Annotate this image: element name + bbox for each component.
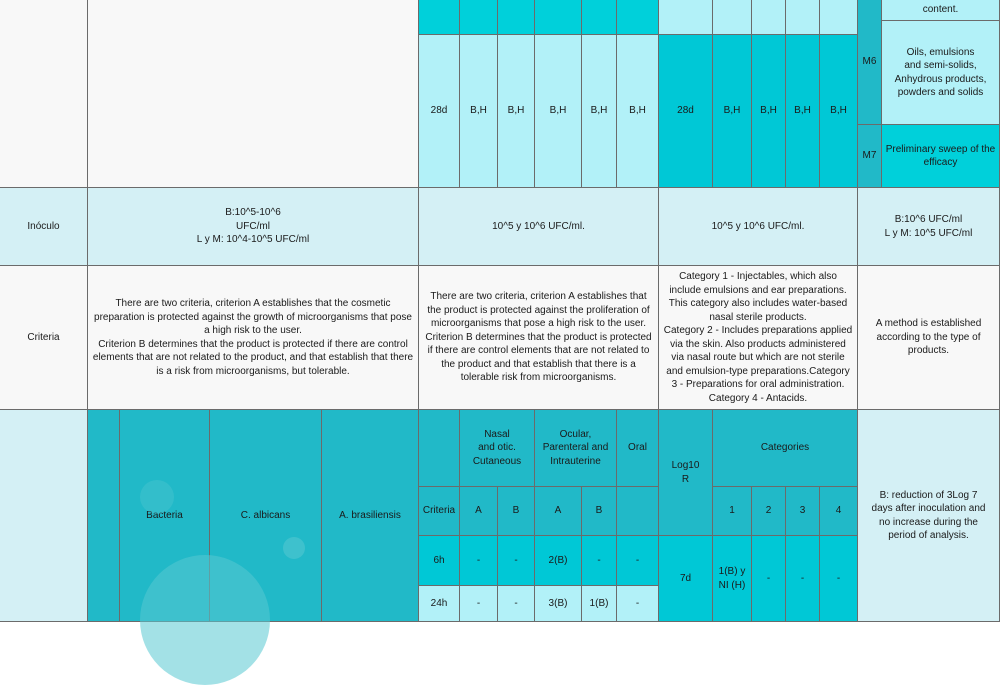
inoculo-other: B:10^6 UFC/ml L y M: 10^5 UFC/ml [858,188,1000,266]
usp-result-value: - [786,536,820,622]
result-value: 1(B) [582,586,617,622]
watermark-dot [140,480,174,514]
sub-header-a: A [535,487,582,536]
usp-result-value: - [752,536,786,622]
result-value: 3(B) [535,586,582,622]
result-value: - [460,586,498,622]
category-1: 1 [713,487,752,536]
usp-top-cell [820,0,858,35]
iso-top-cell [419,0,460,35]
m6-top-text: content. [882,0,1000,21]
organism-bacteria: Bacteria [120,410,210,622]
iso-value-cell: B,H [535,35,582,188]
usp-value-cell: B,H [820,35,858,188]
results-other: B: reduction of 3Log 7 days after inoculation and no increase during the period of analysis. [858,410,1000,622]
result-value: - [498,536,535,586]
iso-group-spacer [419,410,460,487]
criteria-other: A method is established according to the type of products. [858,266,1000,410]
criteria-sub-label: Criteria [419,487,460,536]
sub-header-empty [617,487,659,536]
group-oral: Oral [617,410,659,487]
criteria-label: Criteria [0,266,88,410]
sub-header-b: B [498,487,535,536]
criteria-usp: Category 1 - Injectables, which also include emulsions and ear preparations. This category also includes water-based nasal sterile products. Category 2 - Includes preparations applied via the skin. Also products administered via nasal route but which are not sterile and emulsion-type preparations.Category 3 - Preparations for oral administration. Category 4 - Antacids. [659,266,858,410]
m7-code: M7 [858,125,882,188]
inoculo-usp: 10^5 y 10^6 UFC/ml. [659,188,858,266]
usp-top-cell [713,0,752,35]
organism-spacer [88,410,120,622]
sub-header-a: A [460,487,498,536]
watermark-circle [140,555,270,685]
inoculo-label: Inóculo [0,188,88,266]
iso-time-cell: 28d [419,35,460,188]
time-6h: 6h [419,536,460,586]
log10-r-label: Log10 R [659,410,713,536]
inoculo-ph-eur: B:10^5-10^6 UFC/ml L y M: 10^4-10^5 UFC/ml [88,188,419,266]
iso-value-cell: B,H [617,35,659,188]
iso-value-cell: B,H [582,35,617,188]
result-value: - [460,536,498,586]
iso-top-cell [498,0,535,35]
usp-top-cell [786,0,820,35]
iso-top-cell [617,0,659,35]
group-nasal-otic-cutaneous: Nasal and otic. Cutaneous [460,410,535,487]
iso-value-cell: B,H [498,35,535,188]
result-value: - [498,586,535,622]
usp-time-7d: 7d [659,536,713,622]
inoculo-iso: 10^5 y 10^6 UFC/ml. [419,188,659,266]
m7-description: Preliminary sweep of the efficacy [882,125,1000,188]
result-value: - [617,536,659,586]
category-2: 2 [752,487,786,536]
usp-value-cell: B,H [786,35,820,188]
results-label-empty [0,410,88,622]
usp-value-cell: B,H [752,35,786,188]
m6-description: Oils, emulsions and semi-solids, Anhydrous products, powders and solids [882,21,1000,125]
m6-code: M6 [862,56,877,68]
usp-result-value: - [820,536,858,622]
criteria-ph-eur: There are two criteria, criterion A establishes that the cosmetic preparation is protected against the growth of microorganisms that pose a high risk to the user. Criterion B determines that the product is protected if there are control elements that are not related to the product, and that establish that there is a risk from microorganisms, but tolerable. [88,266,419,410]
iso-top-cell [460,0,498,35]
result-value: - [582,536,617,586]
group-ocular-parenteral: Ocular, Parenteral and Intrauterine [535,410,617,487]
iso-top-cell [582,0,617,35]
watermark-dot [283,537,305,559]
usp-top-cell [752,0,786,35]
method-code-cell [858,0,882,125]
organism-c-albicans: C. albicans [210,410,322,622]
row-label-empty [0,0,88,188]
ph-eur-empty-cell [88,0,419,188]
organism-a-brasiliensis: A. brasiliensis [322,410,419,622]
result-value: 2(B) [535,536,582,586]
time-24h: 24h [419,586,460,622]
category-3: 3 [786,487,820,536]
category-4: 4 [820,487,858,536]
iso-top-cell [535,0,582,35]
result-value: - [617,586,659,622]
criteria-iso: There are two criteria, criterion A establishes that the product is protected against the proliferation of microorganisms that pose a high risk to the user. Criterion B determines that the product is protected if there are control elements that are not related to the product and that establish that there is a tolerable risk from microorganisms. [419,266,659,410]
iso-value-cell: B,H [460,35,498,188]
categories-label: Categories [713,410,858,487]
usp-time-cell: 28d [659,35,713,188]
sub-header-b: B [582,487,617,536]
usp-value-cell: B,H [713,35,752,188]
usp-top-cell [659,0,713,35]
usp-result-value: 1(B) y NI (H) [713,536,752,622]
